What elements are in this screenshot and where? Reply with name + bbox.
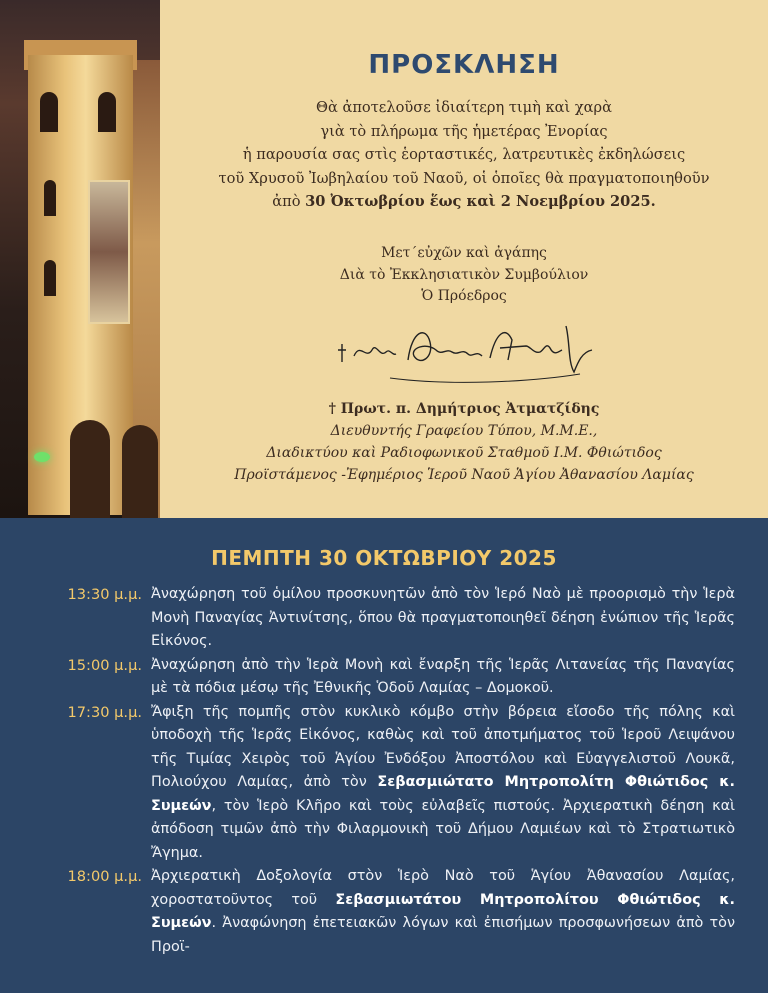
closing-block (165, 243, 763, 308)
green-light (34, 452, 50, 462)
schedule-item (20, 654, 735, 701)
invitation-title: ΠΡΟΣΚΛΗΣΗ (368, 50, 560, 80)
schedule-description: Ἀναχώρηση ἀπὸ τὴν Ἱερὰ Μονὴ καὶ ἔναρξη τῆς Ἱερᾶς Λιτανείας τῆς Παναγίας μὲ τὰ πόδια μέσῳ τῆς Ἐθνικῆς Ὁδοῦ Λαμίας – Δομοκοῦ. (151, 656, 735, 696)
church-photo (0, 0, 160, 518)
description-text: , τὸν Ἱερὸ Κλῆρο καὶ τοὺς εὐλαβεῖς πιστούς. Ἀρχιερατικὴ δέηση καὶ ἀπόδοση τιμῶν ἀπὸ τὴν Φιλαρμονικὴ τοῦ Δήμου Λαμιέων καὶ τὸ Στρατιωτικὸ Ἄγημα. (151, 797, 735, 861)
tower-window (44, 260, 56, 296)
date-prefix: ἀπὸ (272, 193, 306, 210)
tower-window (98, 92, 116, 132)
invitation-text (165, 96, 763, 214)
metropolitan-name: Σεβασμιωτάτου Μητροπολίτου Φθιώτιδος κ. Συμεών (151, 891, 735, 931)
closing-line: Ὁ Πρόεδρος (421, 288, 507, 304)
arch (122, 425, 158, 518)
arch (70, 420, 110, 518)
closing-line: Διὰ τὸ Ἐκκλησιατικὸν Συμβούλιον (339, 266, 589, 283)
schedule-description (151, 865, 735, 959)
schedule-time: 17:30 μ.μ. (67, 703, 142, 721)
description-text: . Ἀναφώνηση ἐπετειακῶν λόγων καὶ ἐπισήμων προσφωνήσεων ἀπὸ τὸν Προϊ- (151, 915, 735, 955)
icon-mosaic (88, 180, 130, 324)
tower-window (44, 180, 56, 216)
signer-block (165, 398, 763, 486)
event-dates: 30 Ὀκτωβρίου ἕως καὶ 2 Νοεμβρίου 2025. (305, 193, 656, 210)
tower-window (40, 92, 58, 132)
signer-name: † Πρωτ. π. Δημήτριος Ἀτματζίδης (328, 401, 600, 417)
schedule-list (20, 583, 735, 959)
day-heading: ΠΕΜΠΤΗ 30 ΟΚΤΩΒΡΙΟΥ 2025 (211, 546, 557, 570)
intro-line: ἡ παρουσία σας στὶς ἑορταστικές, λατρευτικὲς ἐκδηλώσεις (242, 146, 686, 163)
description-text: Ἄφιξη τῆς πομπῆς στὸν κυκλικὸ κόμβο στὴν βόρεια εἴσοδο τῆς πόλης καὶ ὑποδοχὴ τῆς Ἱερᾶς Εἰκόνος, καθὼς καὶ τοῦ ἀποτμήματος τοῦ Ἱεροῦ Λειψάνου τῆς Τιμίας Χειρὸς τοῦ Ἁγίου Ἐνδόξου Ἀποστόλου καὶ Εὐαγγελιστοῦ Λουκᾶ, Πολιούχου Λαμίας, ἀπὸ τὸν (151, 703, 735, 790)
schedule-time: 13:30 μ.μ. (67, 586, 142, 603)
metropolitan-name: Σεβασμιώτατο Μητροπολίτη Φθιώτιδος κ. Συμεών (151, 774, 735, 814)
schedule-description (151, 701, 735, 866)
intro-line: Θὰ ἀποτελοῦσε ἰδιαίτερη τιμὴ καὶ χαρὰ (316, 99, 612, 116)
schedule-item (20, 583, 735, 654)
signer-title: Διευθυντής Γραφείου Τύπου, Μ.Μ.Ε., (330, 423, 598, 439)
closing-line: Μετ´εὐχῶν καὶ ἀγάπης (381, 245, 547, 261)
schedule-item (20, 865, 735, 959)
schedule-time: 15:00 μ.μ. (67, 656, 142, 674)
signer-title: Διαδικτύου καὶ Ραδιοφωνικοῦ Σταθμοῦ Ι.Μ. Φθιώτιδος (266, 445, 662, 461)
description-text: Ἀρχιερατικὴ Δοξολογία στὸν Ἱερὸ Ναὸ τοῦ Ἁγίου Ἀθανασίου Λαμίας, χοροστατοῦντος τοῦ (151, 868, 735, 908)
signer-title: Προϊστάμενος -Ἐφημέριος Ἱεροῦ Ναοῦ Ἁγίου Ἀθανασίου Λαμίας (234, 467, 694, 483)
intro-date-line (165, 190, 763, 214)
intro-line: τοῦ Χρυσοῦ Ἰωβηλαίου τοῦ Ναοῦ, οἱ ὁποῖες θὰ πραγματοποιηθοῦν (218, 169, 710, 187)
intro-line: γιὰ τὸ πλήρωμα τῆς ἡμετέρας Ἐνορίας (320, 122, 608, 140)
handwritten-signature (330, 312, 600, 392)
schedule-item (20, 701, 735, 866)
schedule-time: 18:00 μ.μ. (67, 868, 142, 885)
schedule-description: Ἀναχώρηση τοῦ ὁμίλου προσκυνητῶν ἀπὸ τὸν Ἱερό Ναὸ μὲ προορισμὸ τὴν Ἱερὰ Μονὴ Παναγίας Ἀντινίτσης, ὅπου θὰ πραγματοποιηθεῖ δέηση ἐνώπιον τῆς Ἱερᾶς Εἰκόνος. (151, 586, 735, 649)
